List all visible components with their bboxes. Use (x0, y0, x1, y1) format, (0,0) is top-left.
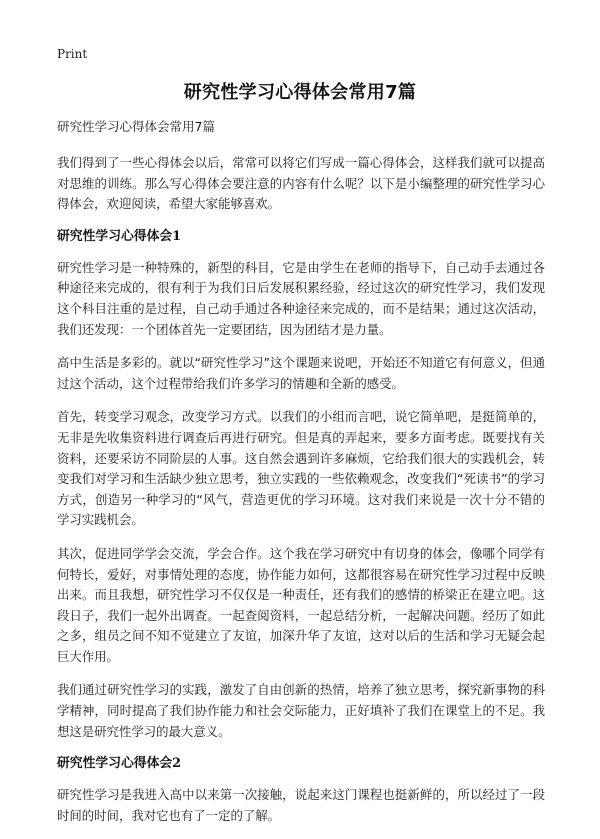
intro-paragraph: 我们得到了一些心得体会以后，常常可以将它们写成一篇心得体会，这样我们就可以提高对思维的训练。那么写心得体会要注意的内容有什么呢？以下是小编整理的研究性学习心得体会，欢迎阅读，希望大家能够喜欢。 (57, 155, 545, 212)
page-title: 研究性学习心得体会常用7篇 (183, 82, 417, 103)
body-paragraph: 首先，转变学习观念，改变学习方式。以我们的小组而言吧，说它简单吧，是挺简单的，无非是先收集资料进行调查后再进行研究。但是真的弄起来，要多方面考虑。既要找有关资料，还要采访不同阶层的人事。这自然会遇到许多麻烦，它给我们很大的实践机会，转变我们对学习和生活缺少独立思考，独立实践的一些依赖观念，改变我们“死读书”的学习方式，创造另一种学习的“风气，营造更优的学习环境。这对我们来说是一次十分不错的学习实践机会。 (57, 409, 545, 528)
print-link[interactable]: Print (57, 47, 88, 61)
body-paragraph: 其次，促进同学学会交流，学会合作。这个我在学习研究中有切身的体会，像哪个同学有何特长，爱好，对事情处理的态度，协作能力如何，这都很容易在研究性学习过程中反映出来。而且我想，研究性学习不仅仅是一种责任，还有我们的感情的桥梁正在建立吧。这段日子，我们一起外出调查。一起查阅资料，一起总结分析，一起解决问题。经历了如此之多，组员之间不知不觉建立了友谊，加深升华了友谊，这对以后的生活和学习无疑会起巨大作用。 (57, 545, 545, 664)
body-paragraph: 研究性学习是我进入高中以来第一次接触，说起来这门课程也挺新鲜的，所以经过了一段时间的时间，我对它也有了一定的了解。 (57, 787, 545, 823)
body-paragraph: 高中生活是多彩的。就以“研究性学习”这个课题来说吧，开始还不知道它有何意义，但通过这个活动，这个过程带给我们许多学习的情趣和全新的感受。 (57, 355, 545, 391)
body-paragraph: 研究性学习是一种特殊的，新型的科目，它是由学生在老师的指导下，自己动手去通过各种途径来完成的，很有利于为我们日后发展积累经验，经过这次的研究性学习，我们发现这个科目注重的是过程，自己动手通过各种途径来完成的，而不是结果；通过这次活动，我们还发现：一个团体首先一定要团结，因为团结才是力量。 (57, 259, 545, 337)
section-heading: 研究性学习心得体会1 (57, 228, 182, 244)
section-heading: 研究性学习心得体会2 (57, 756, 182, 772)
article-body (57, 118, 545, 839)
article-subtitle: 研究性学习心得体会常用7篇 (57, 119, 215, 134)
body-paragraph: 我们通过研究性学习的实践，激发了自由创新的热情，培养了独立思考，探究新事物的科学精神，同时提高了我们协作能力和社会交际能力，正好填补了我们在课堂上的不足。我想这是研究性学习的最大意义。 (57, 682, 545, 739)
